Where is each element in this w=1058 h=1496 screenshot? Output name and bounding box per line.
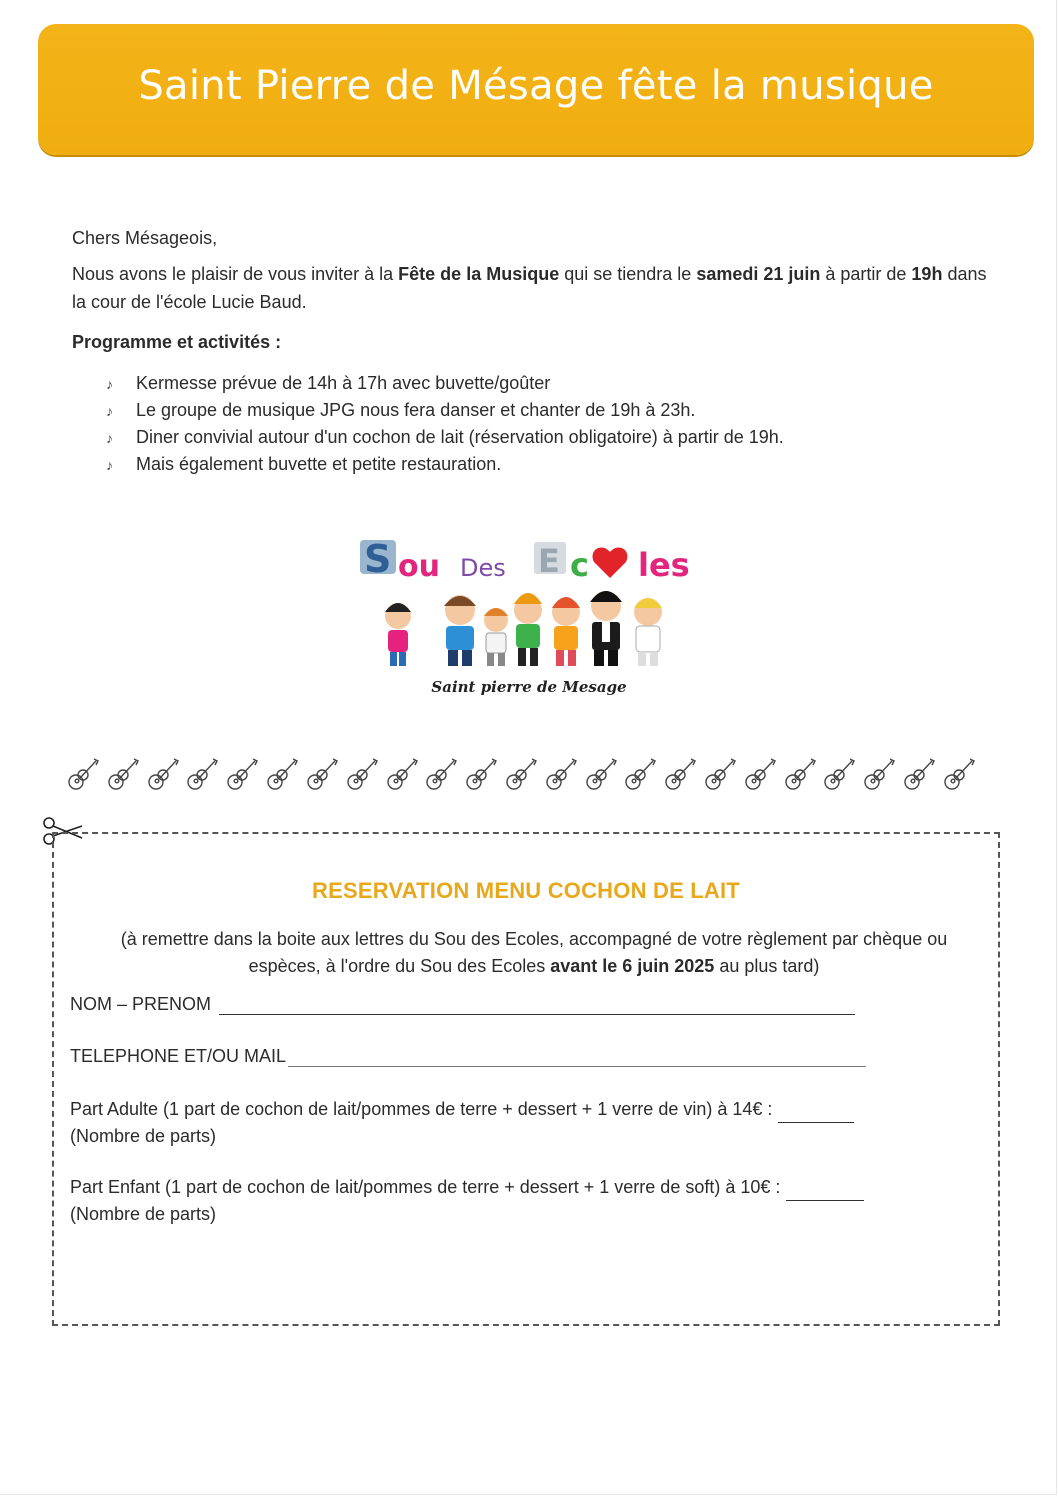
sou-des-ecoles-logo bbox=[356, 530, 702, 700]
title-banner bbox=[38, 24, 1034, 155]
guitar-icon bbox=[783, 755, 817, 793]
guitar-icon bbox=[544, 755, 578, 793]
activities-list bbox=[72, 370, 1002, 478]
name-label: NOM – PRENOM bbox=[70, 994, 212, 1014]
guitar-icon bbox=[942, 755, 976, 793]
name-field[interactable] bbox=[70, 994, 855, 1015]
contact-label: TELEPHONE ET/OU MAIL bbox=[70, 1046, 287, 1066]
guitar-icon bbox=[146, 755, 180, 793]
intro-text-3: à partir de bbox=[820, 264, 912, 284]
child-part-field[interactable] bbox=[70, 1174, 1000, 1228]
guitar-icon bbox=[902, 755, 936, 793]
list-item bbox=[106, 451, 1002, 478]
instructions-text-2: au plus tard) bbox=[714, 956, 820, 976]
guitar-icon bbox=[663, 755, 697, 793]
guitar-icon bbox=[185, 755, 219, 793]
guitar-divider bbox=[66, 752, 976, 796]
guitar-icon bbox=[424, 755, 458, 793]
guitar-icon bbox=[504, 755, 538, 793]
logo-ou: ou bbox=[398, 549, 440, 584]
intro-text-2: qui se tiendra le bbox=[559, 264, 697, 284]
intro-paragraph bbox=[72, 260, 1002, 316]
instructions-text-1: (à remettre dans la boite aux lettres du Sou des Ecoles, accompagné de votre règlement par chèque ou espèces, à l'ordre du Sou des Ecoles bbox=[120, 929, 948, 976]
adult-part-field[interactable] bbox=[70, 1096, 1000, 1150]
name-blank[interactable] bbox=[219, 996, 855, 1015]
reservation-coupon bbox=[52, 832, 1000, 1326]
adult-label: Part Adulte (1 part de cochon de lait/pommes de terre + dessert + 1 verre de vin) à 14€ : bbox=[70, 1099, 773, 1119]
list-item bbox=[106, 397, 1002, 424]
eighth-note-icon: ♪ bbox=[106, 403, 113, 419]
intro-text-1: Nous avons le plaisir de vous inviter à la bbox=[72, 264, 399, 284]
guitar-icon bbox=[66, 755, 100, 793]
eighth-note-icon: ♪ bbox=[106, 430, 113, 446]
page-title: Saint Pierre de Mésage fête la musique bbox=[138, 62, 934, 109]
child-quantity-blank[interactable] bbox=[786, 1182, 864, 1201]
intro-text-4: dans la cour de l'école Lucie Baud. bbox=[72, 264, 987, 312]
eighth-note-icon: ♪ bbox=[106, 376, 113, 392]
activity-text: Diner convivial autour d'un cochon de lait (réservation obligatoire) à partir de 19h. bbox=[136, 427, 784, 447]
guitar-icon bbox=[743, 755, 777, 793]
logo-s: S bbox=[364, 537, 392, 581]
list-item bbox=[106, 424, 1002, 451]
guitar-icon bbox=[385, 755, 419, 793]
guitar-icon bbox=[623, 755, 657, 793]
activity-text: Kermesse prévue de 14h à 17h avec buvette/goûter bbox=[136, 373, 551, 393]
intro-bold-time: 19h bbox=[911, 264, 943, 284]
logo-e: E bbox=[538, 542, 560, 580]
intro-bold-event: Fête de la Musique bbox=[398, 264, 560, 284]
logo-des: Des bbox=[460, 554, 506, 582]
eighth-note-icon: ♪ bbox=[106, 457, 113, 473]
coupon-title: RESERVATION MENU COCHON DE LAIT bbox=[312, 878, 740, 903]
guitar-icon bbox=[822, 755, 856, 793]
activity-text: Le groupe de musique JPG nous fera danser et chanter de 19h à 23h. bbox=[136, 400, 696, 420]
coupon-instructions bbox=[84, 926, 984, 980]
instructions-deadline: avant le 6 juin 2025 bbox=[550, 956, 715, 976]
adult-sub-label: (Nombre de parts) bbox=[70, 1126, 217, 1146]
child-label: Part Enfant (1 part de cochon de lait/pommes de terre + dessert + 1 verre de soft) à 10€ : bbox=[70, 1177, 781, 1197]
guitar-icon bbox=[225, 755, 259, 793]
guitar-icon bbox=[106, 755, 140, 793]
intro-bold-date: samedi 21 juin bbox=[696, 264, 821, 284]
guitar-icon bbox=[265, 755, 299, 793]
invitation-letter bbox=[72, 224, 1002, 478]
logo-subtitle: Saint pierre de Mesage bbox=[431, 678, 627, 696]
adult-quantity-blank[interactable] bbox=[778, 1104, 854, 1123]
logo-les: les bbox=[638, 546, 690, 584]
logo-c: c bbox=[570, 546, 589, 584]
guitar-icon bbox=[703, 755, 737, 793]
guitar-icon bbox=[345, 755, 379, 793]
list-item bbox=[106, 370, 1002, 397]
guitar-icon bbox=[584, 755, 618, 793]
guitar-icon bbox=[305, 755, 339, 793]
contact-field[interactable] bbox=[70, 1046, 866, 1067]
program-heading: Programme et activités : bbox=[72, 332, 282, 352]
children-illustration bbox=[385, 591, 662, 666]
guitar-icon bbox=[464, 755, 498, 793]
heart-icon bbox=[593, 547, 628, 578]
contact-blank[interactable] bbox=[288, 1048, 866, 1067]
guitar-icon bbox=[862, 755, 896, 793]
child-sub-label: (Nombre de parts) bbox=[70, 1204, 217, 1224]
greeting: Chers Mésageois, bbox=[72, 228, 218, 248]
activity-text: Mais également buvette et petite restauration. bbox=[136, 454, 502, 474]
